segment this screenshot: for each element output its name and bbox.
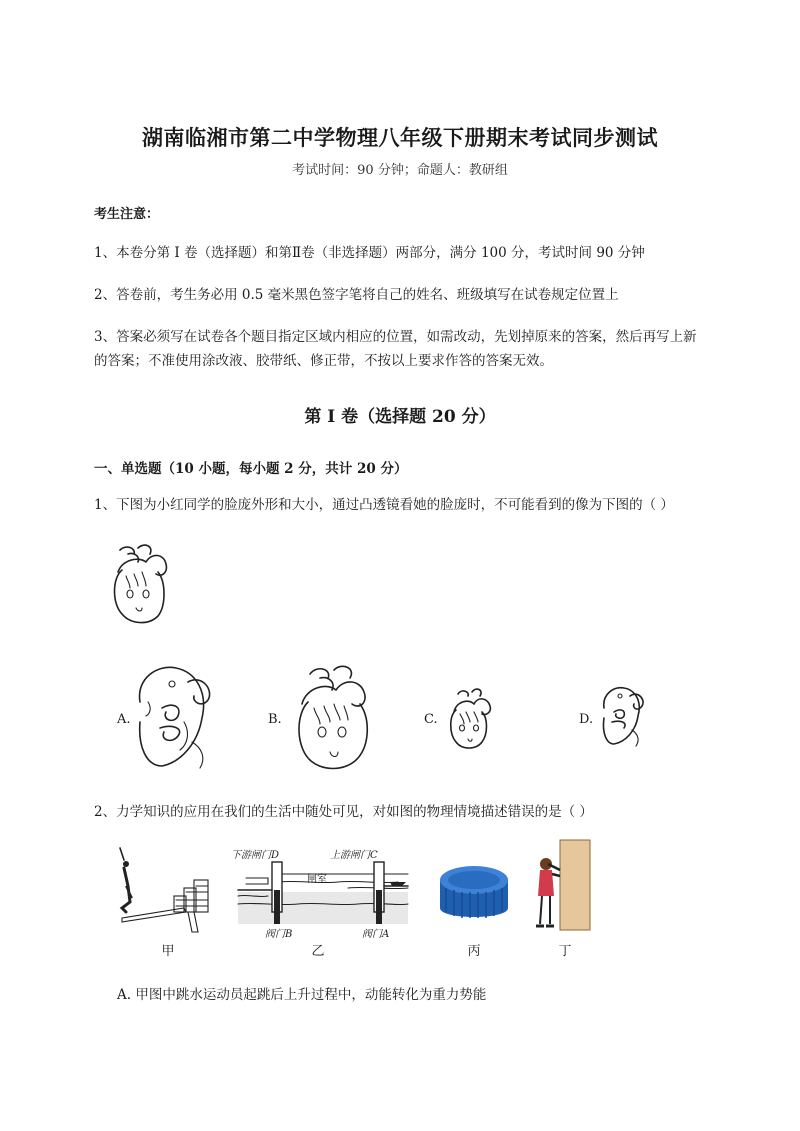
label-upstream-gate: 上游闸门C xyxy=(330,850,378,861)
q1-option-c-label[interactable]: C. xyxy=(424,712,438,727)
exam-info: 考试时间：90 分钟；命题人：教研组 xyxy=(292,163,508,178)
q2-caption-ding: 丁 xyxy=(558,944,572,959)
q2-caption-jia: 甲 xyxy=(161,944,175,959)
question-1-text: 1、下图为小红同学的脸庞外形和大小，通过凸透镜看她的脸庞时，不可能看到的像为下图的（ ） xyxy=(94,497,674,513)
page-title: 湖南临湘市第二中学物理八年级下册期末考试同步测试 xyxy=(142,125,658,150)
label-valve-a: 阀门A xyxy=(362,929,390,940)
q2-caption-yi: 乙 xyxy=(311,944,325,959)
part-title: 一、单选题（10 小题，每小题 2 分，共计 20 分） xyxy=(94,461,408,477)
notice-item-1: 1、本卷分第 I 卷（选择题）和第Ⅱ卷（非选择题）两部分，满分 100 分，考试时间 90 分钟 xyxy=(94,245,645,261)
q1-option-d-label[interactable]: D. xyxy=(579,712,594,727)
label-lock-chamber: 闸室 xyxy=(307,874,327,885)
q2-figure-bottle-cap xyxy=(436,862,512,928)
q2-figure-push-wall xyxy=(532,840,592,932)
notice-heading: 考生注意： xyxy=(94,207,160,222)
q2-caption-bing: 丙 xyxy=(467,944,481,959)
q1-option-a-label[interactable]: A. xyxy=(117,712,131,727)
reference-face-figure xyxy=(108,542,178,632)
label-valve-b: 阀门B xyxy=(265,929,293,940)
notice-item-3-cont: 的答案；不准使用涂改液、胶带纸、修正带，不按以上要求作答的答案无效。 xyxy=(94,353,553,369)
q2-option-a[interactable]: A. 甲图中跳水运动员起跳后上升过程中，动能转化为重力势能 xyxy=(117,987,487,1003)
q1-option-d-face[interactable] xyxy=(598,684,648,750)
question-2-text: 2、力学知识的应用在我们的生活中随处可见，对如图的物理情境描述错误的是（ ） xyxy=(94,804,593,820)
q1-option-a-face[interactable] xyxy=(132,662,217,772)
q1-option-b-face[interactable] xyxy=(290,660,380,775)
q1-option-c-face[interactable] xyxy=(446,686,496,752)
notice-item-2: 2、答卷前，考生务必用 0.5 毫米黑色签字笔将自己的姓名、班级填写在试卷规定位置上 xyxy=(94,287,619,303)
q1-option-b-label[interactable]: B. xyxy=(268,712,282,727)
label-downstream-gate: 下游闸门D xyxy=(231,850,280,861)
section-title: 第 I 卷（选择题 20 分） xyxy=(304,407,496,427)
notice-item-3: 3、答案必须写在试卷各个题目指定区域内相应的位置，如需改动，先划掉原来的答案，然后再写上新 xyxy=(94,329,697,345)
q2-figure-diver xyxy=(112,846,212,938)
